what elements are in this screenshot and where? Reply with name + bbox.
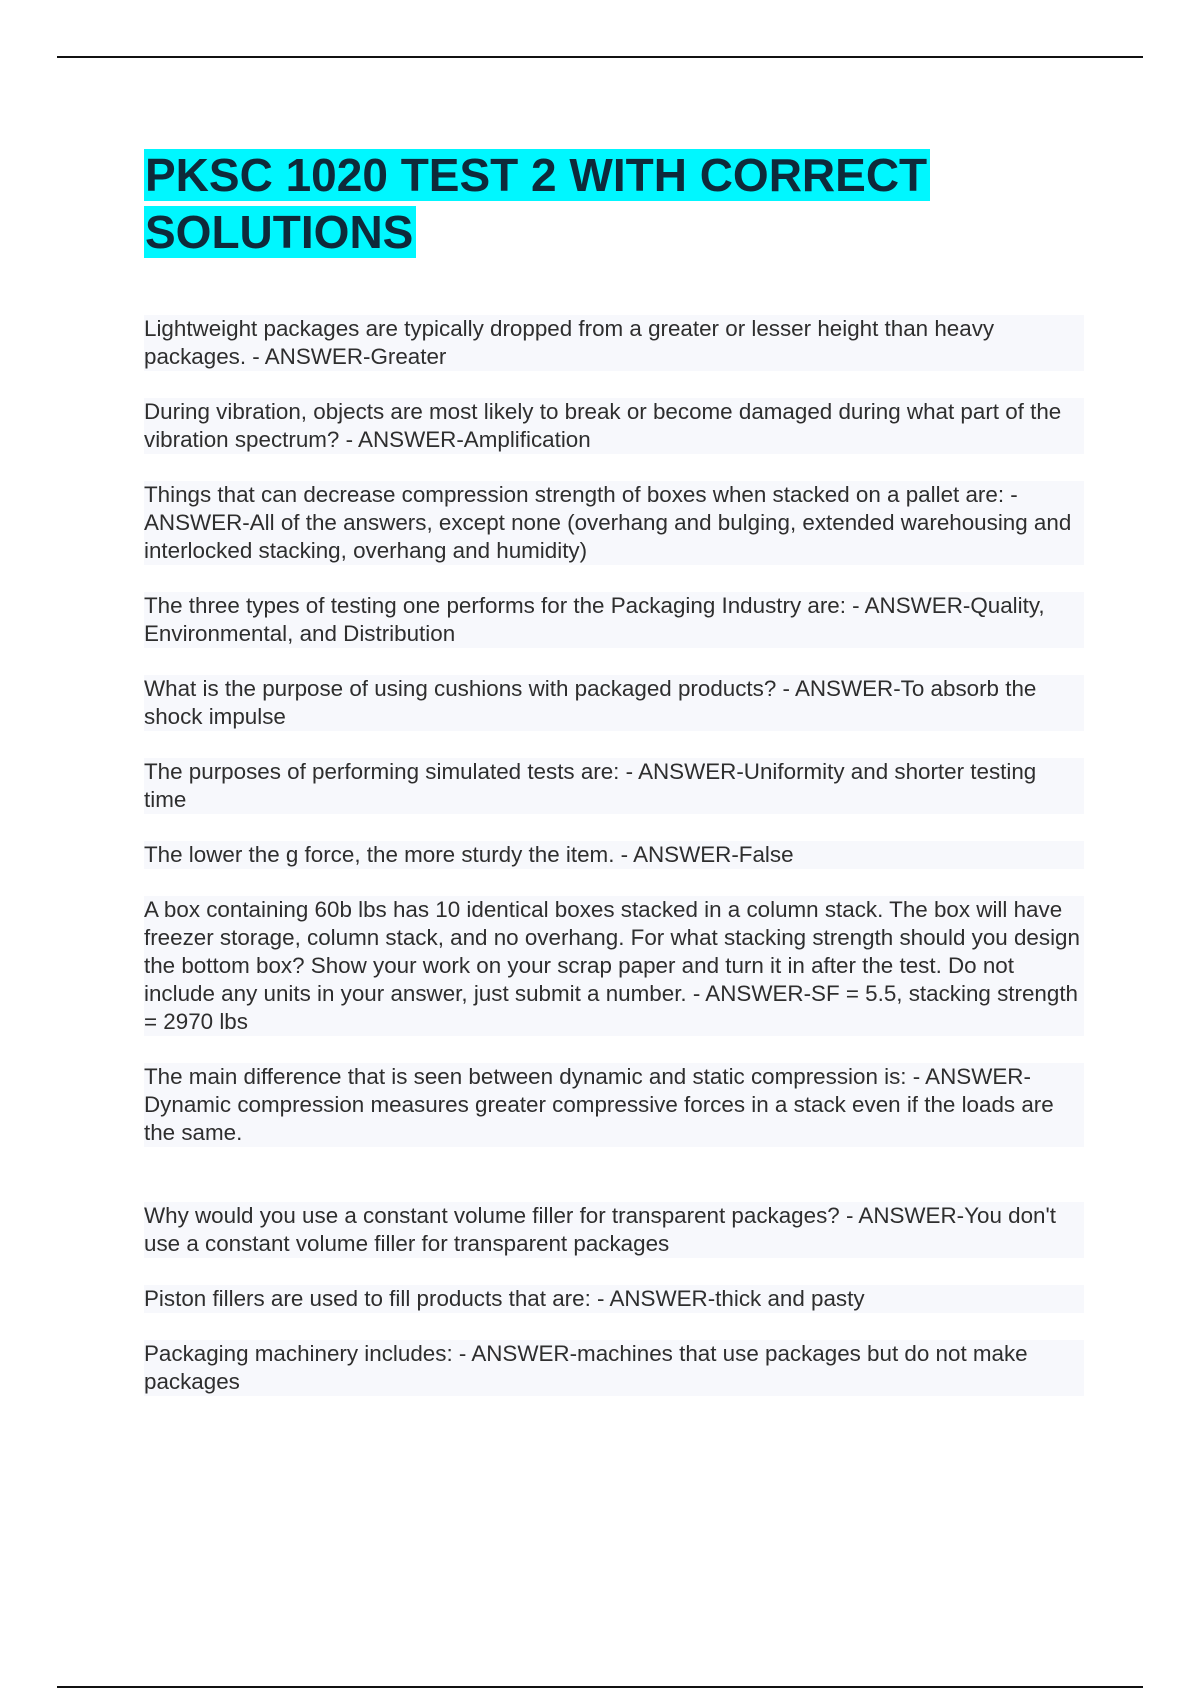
- header-rule: [57, 56, 1143, 58]
- footer-rule: [57, 1686, 1143, 1688]
- qa-item: The main difference that is seen between dynamic and static compression is: - ANSWER-Dynamic compression measures greater compressive forces in a stack even if the loads are the same.: [144, 1063, 1084, 1147]
- title-highlight: PKSC 1020 TEST 2 WITH CORRECT SOLUTIONS: [144, 149, 930, 258]
- qa-item: The purposes of performing simulated tests are: - ANSWER-Uniformity and shorter testing time: [144, 758, 1084, 814]
- document-body: [144, 147, 1084, 1423]
- document-title: [144, 147, 1004, 261]
- qa-item: What is the purpose of using cushions with packaged products? - ANSWER-To absorb the shock impulse: [144, 675, 1084, 731]
- qa-item: Piston fillers are used to fill products that are: - ANSWER-thick and pasty: [144, 1285, 1084, 1313]
- qa-item: A box containing 60b lbs has 10 identical boxes stacked in a column stack. The box will have freezer storage, column stack, and no overhang. For what stacking strength should you design the bottom box? Show your work on your scrap paper and turn it in after the test. Do not include any units in your answer, just submit a number. - ANSWER-SF = 5.5, stacking strength = 2970 lbs: [144, 896, 1084, 1036]
- qa-item: Lightweight packages are typically dropped from a greater or lesser height than heavy packages. - ANSWER-Greater: [144, 315, 1084, 371]
- qa-item: Why would you use a constant volume filler for transparent packages? - ANSWER-You don't use a constant volume filler for transparent packages: [144, 1202, 1084, 1258]
- qa-item: The three types of testing one performs for the Packaging Industry are: - ANSWER-Quality, Environmental, and Distribution: [144, 592, 1084, 648]
- qa-item: Things that can decrease compression strength of boxes when stacked on a pallet are: - ANSWER-All of the answers, except none (overhang and bulging, extended warehousing and interlocked stacking, overhang and humidity): [144, 481, 1084, 565]
- qa-list: [144, 315, 1084, 1396]
- qa-item: During vibration, objects are most likely to break or become damaged during what part of the vibration spectrum? - ANSWER-Amplification: [144, 398, 1084, 454]
- qa-item: The lower the g force, the more sturdy the item. - ANSWER-False: [144, 841, 1084, 869]
- qa-item: Packaging machinery includes: - ANSWER-machines that use packages but do not make packages: [144, 1340, 1084, 1396]
